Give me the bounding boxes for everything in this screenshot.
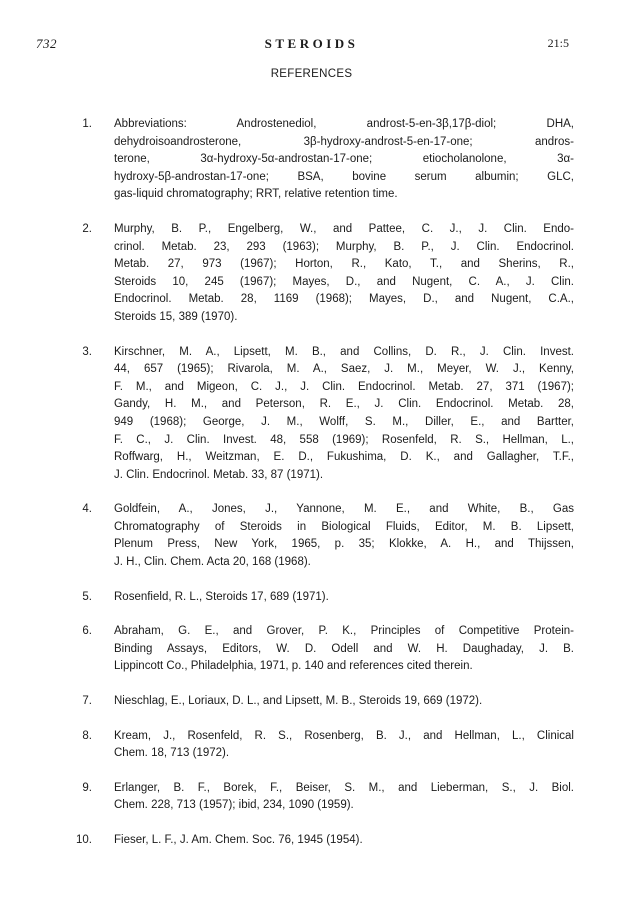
reference-number: 10.	[76, 834, 92, 846]
reference-item	[0, 116, 623, 204]
reference-list	[0, 116, 623, 867]
reference-line: Murphy, B. P., Engelberg, W., and Pattee, C. J., J. Clin. Endo-	[114, 222, 574, 235]
reference-number: 6.	[82, 625, 92, 638]
reference-line: terone, 3α-hydroxy-5α-androstan-17-one; etiocholanolone, 3α-	[114, 153, 574, 166]
reference-text	[114, 344, 574, 485]
reference-line: Erlanger, B. F., Borek, F., Beiser, S. M., and Lieberman, S., J. Biol.	[114, 781, 574, 794]
reference-line: Lippincott Co., Philadelphia, 1971, p. 140 and references cited therein.	[114, 660, 473, 673]
reference-line: Abbreviations: Androstenediol, androst-5-en-3β,17β-diol; DHA,	[114, 118, 574, 130]
reference-item	[0, 221, 623, 327]
reference-item	[0, 693, 623, 711]
reference-line: Endocrinol. Metab. 28, 1169 (1968); Mayes, D., and Nugent, C.A.,	[114, 293, 574, 306]
reference-number: 7.	[82, 695, 92, 708]
page-number: 732	[36, 36, 57, 51]
reference-text	[114, 501, 574, 571]
reference-line: 949 (1968); George, J. M., Wolff, S. M., Diller, E., and Bartter,	[114, 415, 574, 428]
reference-line: Binding Assays, Editors, W. D. Odell and W. H. Daughaday, J. B.	[114, 642, 574, 655]
reference-line: F. C., J. Clin. Invest. 48, 558 (1969); Rosenfeld, R. S., Hellman, L.,	[114, 433, 574, 446]
reference-line: Roffwarg, H., Weitzman, E. D., Fukushima, D. K., and Gallagher, T.F.,	[114, 451, 574, 464]
reference-line: Goldfein, A., Jones, J., Yannone, M. E., and White, B., Gas	[114, 503, 574, 516]
reference-line: gas-liquid chromatography; RRT, relative retention time.	[114, 188, 398, 201]
reference-line: Chem. 228, 713 (1957); ibid, 234, 1090 (1959).	[114, 799, 354, 812]
volume-issue: 21:5	[547, 36, 569, 50]
reference-text	[114, 116, 574, 204]
reference-number: 3.	[82, 345, 92, 358]
reference-line: 44, 657 (1965); Rivarola, M. A., Saez, J. M., Meyer, W. J., Kenny,	[114, 363, 574, 376]
reference-number: 4.	[82, 503, 92, 516]
reference-text	[114, 832, 574, 850]
section-heading: REFERENCES	[270, 68, 353, 80]
reference-item	[0, 344, 623, 485]
reference-line: crinol. Metab. 23, 293 (1963); Murphy, B. P., J. Clin. Endocrinol.	[114, 240, 574, 253]
reference-line: Kream, J., Rosenfeld, R. S., Rosenberg, B. J., and Hellman, L., Clinical	[114, 729, 574, 742]
reference-line: Nieschlag, E., Loriaux, D. L., and Lipsett, M. B., Steroids 19, 669 (1972).	[114, 695, 483, 708]
reference-line: Plenum Press, New York, 1965, p. 35; Klokke, A. H., and Thijssen,	[114, 538, 574, 551]
running-title: STEROIDS	[264, 36, 359, 51]
reference-line: Chem. 18, 713 (1972).	[114, 747, 230, 760]
reference-line: Steroids 10, 245 (1967); Mayes, D., and Nugent, C. A., J. Clin.	[114, 275, 574, 288]
reference-text	[114, 693, 574, 711]
reference-item	[0, 780, 623, 815]
reference-line: hydroxy-5β-androstan-17-one; BSA, bovine serum albumin; GLC,	[114, 170, 574, 183]
reference-line: Metab. 27, 973 (1967); Horton, R., Kato, T., and Sherins, R.,	[114, 258, 574, 271]
reference-number: 9.	[82, 781, 92, 794]
reference-number: 8.	[82, 729, 92, 742]
reference-text	[114, 780, 574, 815]
reference-line: dehydroisoandrosterone, 3β-hydroxy-androst-5-en-17-one; andros-	[114, 135, 574, 148]
reference-line: Rosenfield, R. L., Steroids 17, 689 (1971).	[114, 590, 329, 603]
reference-item	[0, 501, 623, 571]
page-header	[0, 36, 623, 54]
reference-text	[114, 623, 574, 676]
reference-item	[0, 728, 623, 763]
reference-number: 2.	[82, 222, 92, 235]
reference-text	[114, 589, 574, 607]
reference-item	[0, 589, 623, 607]
reference-line: Steroids 15, 389 (1970).	[114, 310, 238, 323]
reference-number: 5.	[82, 590, 92, 603]
reference-line: J. H., Clin. Chem. Acta 20, 168 (1968).	[114, 556, 311, 569]
reference-line: Abraham, G. E., and Grover, P. K., Principles of Competitive Protein-	[114, 625, 574, 638]
reference-line: Chromatography of Steroids in Biological Fluids, Editor, M. B. Lipsett,	[114, 520, 574, 533]
reference-line: Gandy, H. M., and Peterson, R. E., J. Clin. Endocrinol. Metab. 28,	[114, 398, 574, 411]
reference-item	[0, 623, 623, 676]
reference-line: Fieser, L. F., J. Am. Chem. Soc. 76, 1945 (1954).	[114, 834, 363, 846]
reference-text	[114, 728, 574, 763]
reference-text	[114, 221, 574, 327]
reference-line: Kirschner, M. A., Lipsett, M. B., and Collins, D. R., J. Clin. Invest.	[114, 345, 574, 358]
reference-line: F. M., and Migeon, C. J., J. Clin. Endocrinol. Metab. 27, 371 (1967);	[114, 380, 574, 393]
reference-item	[0, 832, 623, 850]
reference-line: J. Clin. Endocrinol. Metab. 33, 87 (1971).	[114, 468, 324, 481]
reference-number: 1.	[82, 118, 92, 130]
